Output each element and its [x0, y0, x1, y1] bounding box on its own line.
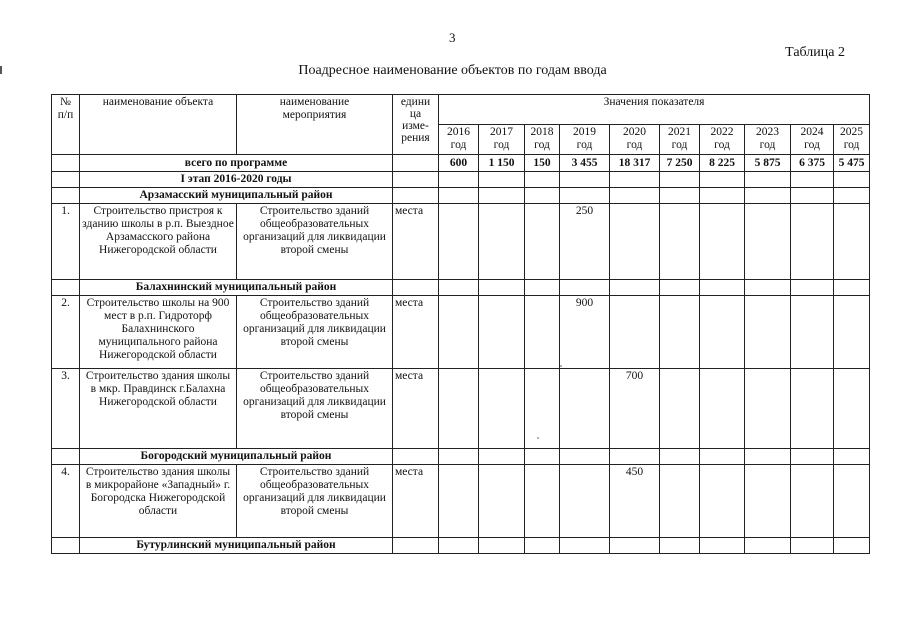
value-cell [560, 465, 610, 538]
stage-heading-row [52, 172, 870, 188]
table-row [52, 465, 870, 538]
year-label: 2020 [623, 126, 646, 138]
year-unit-label: год [626, 139, 643, 151]
value-cell [791, 296, 834, 369]
objects-table [51, 94, 870, 554]
empty-cell [660, 280, 700, 296]
total-value: 8 225 [700, 155, 745, 172]
measure-name: Строительство зданий общеобразовательных организаций для ликвидации второй смены [237, 465, 393, 538]
value-cell: 900 [560, 296, 610, 369]
value-cell [745, 465, 791, 538]
total-value: 5 475 [834, 155, 870, 172]
empty-cell [700, 188, 745, 204]
value-cell: 250 [560, 204, 610, 280]
empty-cell [745, 538, 791, 554]
unit: места [393, 296, 439, 369]
value-cell: 700 [610, 369, 660, 449]
value-cell [525, 465, 560, 538]
empty-cell [834, 172, 870, 188]
empty-cell [479, 188, 525, 204]
district-heading: Бутурлинский муниципальный район [80, 538, 393, 554]
value-cell [525, 296, 560, 369]
unit: места [393, 369, 439, 449]
value-cell [479, 296, 525, 369]
empty-cell [479, 280, 525, 296]
value-cell [479, 369, 525, 449]
empty-cell [610, 280, 660, 296]
empty-cell [660, 172, 700, 188]
empty-cell [393, 449, 439, 465]
value-cell [610, 296, 660, 369]
district-heading-row [52, 188, 870, 204]
empty-cell [745, 172, 791, 188]
empty-cell [393, 538, 439, 554]
empty-cell [700, 172, 745, 188]
empty-cell [439, 188, 479, 204]
empty-cell [791, 449, 834, 465]
value-cell [439, 465, 479, 538]
empty-cell [439, 538, 479, 554]
row-number: 3. [52, 369, 80, 449]
value-cell [560, 369, 610, 449]
empty-cell [525, 280, 560, 296]
year-unit-label: год [759, 139, 776, 151]
header-year-2022 [700, 125, 745, 155]
value-cell [745, 369, 791, 449]
stage-heading: I этап 2016-2020 годы [80, 172, 393, 188]
page-number: 3 [449, 30, 456, 45]
year-label: 2025 [840, 126, 864, 138]
empty-cell [52, 188, 80, 204]
year-label: 2019 [573, 126, 596, 138]
empty-cell [745, 188, 791, 204]
value-cell [834, 465, 870, 538]
district-heading-row [52, 449, 870, 465]
header-num: № п/п [52, 95, 80, 155]
total-value: 600 [439, 155, 479, 172]
value-cell [834, 369, 870, 449]
year-unit-label: год [843, 139, 860, 151]
empty-cell [52, 155, 80, 172]
value-cell [745, 204, 791, 280]
empty-cell [560, 280, 610, 296]
empty-cell [560, 188, 610, 204]
value-cell [479, 204, 525, 280]
empty-cell [610, 188, 660, 204]
header-measure: наименование мероприятия [237, 95, 393, 155]
empty-cell [834, 280, 870, 296]
district-heading: Арзамасский муниципальный район [80, 188, 393, 204]
year-unit-label: год [714, 139, 730, 151]
empty-cell [560, 172, 610, 188]
value-cell [700, 296, 745, 369]
year-label: 2021 [668, 126, 691, 138]
value-cell [479, 465, 525, 538]
value-cell [439, 204, 479, 280]
header-row-1 [52, 95, 870, 125]
empty-cell [700, 280, 745, 296]
header-year-2023 [745, 125, 791, 155]
empty-cell [700, 538, 745, 554]
total-value: 7 250 [660, 155, 700, 172]
header-object: наименование объекта [80, 95, 237, 155]
empty-cell [791, 188, 834, 204]
header-year-2016 [439, 125, 479, 155]
table-row [52, 369, 870, 449]
year-label: 2024 [800, 126, 824, 138]
value-cell [700, 369, 745, 449]
value-cell [700, 204, 745, 280]
empty-cell [610, 538, 660, 554]
year-label: 2016 [447, 126, 470, 138]
table-row [52, 204, 870, 280]
value-cell [700, 465, 745, 538]
header-year-2024 [791, 125, 834, 155]
empty-cell [393, 155, 439, 172]
empty-cell [660, 449, 700, 465]
empty-cell [834, 188, 870, 204]
year-unit-label: год [576, 139, 593, 151]
header-values: Значения показателя [439, 95, 870, 125]
unit: места [393, 465, 439, 538]
empty-cell [745, 449, 791, 465]
empty-cell [560, 449, 610, 465]
empty-cell [52, 538, 80, 554]
empty-cell [834, 449, 870, 465]
empty-cell [834, 538, 870, 554]
row-number: 1. [52, 204, 80, 280]
scan-speck [537, 437, 539, 439]
empty-cell [393, 172, 439, 188]
year-unit-label: год [493, 139, 510, 151]
empty-cell [791, 280, 834, 296]
empty-cell [560, 538, 610, 554]
empty-cell [393, 188, 439, 204]
header-year-2017 [479, 125, 525, 155]
measure-name: Строительство зданий общеобразовательных организаций для ликвидации второй смены [237, 369, 393, 449]
total-value: 150 [525, 155, 560, 172]
total-value: 6 375 [791, 155, 834, 172]
value-cell [834, 204, 870, 280]
total-value: 3 455 [560, 155, 610, 172]
district-heading-row [52, 280, 870, 296]
empty-cell [660, 538, 700, 554]
value-cell [525, 369, 560, 449]
year-unit-label: год [534, 139, 550, 151]
value-cell [834, 296, 870, 369]
district-heading: Богородский муниципальный район [80, 449, 393, 465]
year-unit-label: год [804, 139, 820, 151]
empty-cell [791, 538, 834, 554]
district-heading: Балахнинский муниципальный район [80, 280, 393, 296]
value-cell [660, 369, 700, 449]
measure-name: Строительство зданий общеобразовательных организаций для ликвидации второй смены [237, 296, 393, 369]
empty-cell [660, 188, 700, 204]
table-row [52, 296, 870, 369]
year-unit-label: год [671, 139, 688, 151]
value-cell [525, 204, 560, 280]
value-cell [745, 296, 791, 369]
measure-name: Строительство зданий общеобразовательных организаций для ликвидации второй смены [237, 204, 393, 280]
value-cell [791, 204, 834, 280]
empty-cell [439, 449, 479, 465]
empty-cell [479, 538, 525, 554]
year-label: 2022 [710, 126, 734, 138]
empty-cell [52, 172, 80, 188]
year-label: 2023 [756, 126, 779, 138]
header-unit: едини ца изме- рения [393, 95, 439, 155]
header-year-2021 [660, 125, 700, 155]
value-cell [791, 465, 834, 538]
object-name: Строительство пристроя к зданию школы в р.п. Выездное Арзамасского района Нижегородской области [80, 204, 237, 280]
empty-cell [745, 280, 791, 296]
total-label: всего по программе [80, 155, 393, 172]
object-name: Строительство здания школы в микрорайоне «Западный» г. Богородска Нижегородской области [80, 465, 237, 538]
year-unit-label: год [450, 139, 467, 151]
empty-cell [525, 172, 560, 188]
empty-cell [525, 188, 560, 204]
empty-cell [791, 172, 834, 188]
year-label: 2017 [490, 126, 513, 138]
value-cell [610, 204, 660, 280]
value-cell [660, 465, 700, 538]
empty-cell [479, 172, 525, 188]
table-label: Таблица 2 [785, 45, 845, 60]
value-cell [791, 369, 834, 449]
unit: места [393, 204, 439, 280]
empty-cell [525, 449, 560, 465]
header-year-2025 [834, 125, 870, 155]
value-cell [439, 296, 479, 369]
total-value: 5 875 [745, 155, 791, 172]
header-year-2020 [610, 125, 660, 155]
empty-cell [479, 449, 525, 465]
object-name: Строительство школы на 900 мест в р.п. Гидроторф Балахнинского муниципального района Нижегородской области [80, 296, 237, 369]
empty-cell [610, 172, 660, 188]
scan-speck [560, 365, 562, 367]
empty-cell [700, 449, 745, 465]
empty-cell [525, 538, 560, 554]
empty-cell [610, 449, 660, 465]
year-label: 2018 [530, 126, 554, 138]
district-heading-row [52, 538, 870, 554]
empty-cell [439, 280, 479, 296]
document-title: Поадресное наименование объектов по годам ввода [298, 63, 607, 78]
total-row [52, 155, 870, 172]
empty-cell [52, 449, 80, 465]
total-value: 18 317 [610, 155, 660, 172]
row-number: 4. [52, 465, 80, 538]
empty-cell [52, 280, 80, 296]
object-name: Строительство здания школы в мкр. Правдинск г.Балахна Нижегородской области [80, 369, 237, 449]
header-year-2018 [525, 125, 560, 155]
header-year-2019 [560, 125, 610, 155]
empty-cell [439, 172, 479, 188]
value-cell [439, 369, 479, 449]
value-cell: 450 [610, 465, 660, 538]
value-cell [660, 296, 700, 369]
total-value: 1 150 [479, 155, 525, 172]
value-cell [660, 204, 700, 280]
row-number: 2. [52, 296, 80, 369]
empty-cell [393, 280, 439, 296]
